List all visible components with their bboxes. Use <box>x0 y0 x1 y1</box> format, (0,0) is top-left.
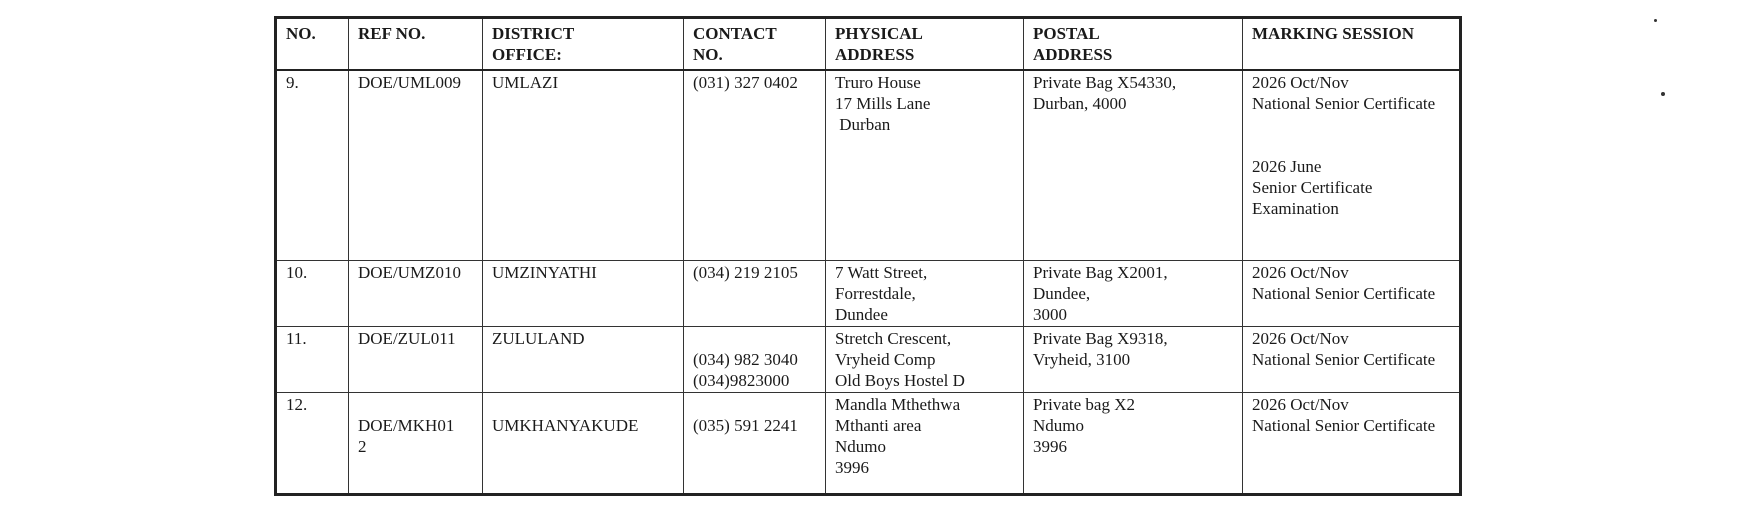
row-marking-session <box>1243 393 1461 495</box>
row-postal-address <box>1024 393 1243 495</box>
header-postal-line: ADDRESS <box>1033 45 1113 64</box>
header-contact-line: NO. <box>693 45 723 64</box>
row-physical-address <box>826 393 1024 495</box>
row-district: ZULULAND <box>483 327 684 393</box>
physical-line: Truro House <box>835 72 921 92</box>
physical-line: Mthanti area <box>835 416 922 435</box>
row-marking-session <box>1243 327 1461 393</box>
header-district-line: OFFICE: <box>492 45 562 64</box>
physical-line: Stretch Crescent, <box>835 329 952 348</box>
row-marking-session <box>1243 70 1461 261</box>
header-district-line: DISTRICT <box>492 24 575 43</box>
header-row <box>276 18 1461 70</box>
physical-line: 7 Watt Street, <box>835 263 928 282</box>
physical-line: Vryheid Comp <box>835 350 936 369</box>
row-marking-session <box>1243 261 1461 327</box>
row-postal-address <box>1024 261 1243 327</box>
session-line: 2026 Oct/Nov <box>1252 329 1349 348</box>
header-marking-session: MARKING SESSION <box>1243 18 1461 70</box>
row-no: 10. <box>276 261 349 327</box>
physical-line: 17 Mills Lane <box>835 93 931 113</box>
contact-line: (034) 982 3040 <box>693 350 798 369</box>
table-row <box>276 327 1461 393</box>
row-contact <box>684 70 826 261</box>
row-no: 12. <box>276 393 349 495</box>
row-ref-no <box>349 393 483 495</box>
postal-line: Private Bag X2001, <box>1033 263 1168 282</box>
session-line: 2026 Oct/Nov <box>1252 263 1349 282</box>
row-no: 11. <box>276 327 349 393</box>
scan-speck <box>1654 19 1657 22</box>
header-contact-no <box>684 18 826 70</box>
postal-line: Private Bag X54330, <box>1033 72 1177 92</box>
row-postal-address <box>1024 327 1243 393</box>
postal-line: Private Bag X9318, <box>1033 329 1168 348</box>
row-contact <box>684 261 826 327</box>
physical-line: Durban <box>835 114 891 134</box>
table-row <box>276 393 1461 495</box>
postal-line: 3000 <box>1033 305 1067 324</box>
row-physical-address <box>826 327 1024 393</box>
physical-line: Old Boys Hostel D <box>835 371 965 390</box>
physical-line: 3996 <box>835 458 869 477</box>
scan-speck <box>1661 92 1665 96</box>
ref-line: DOE/ZUL011 <box>358 329 456 348</box>
session-line: Senior Certificate <box>1252 177 1373 197</box>
session-line: National Senior Certificate <box>1252 350 1436 369</box>
postal-line: Private bag X2 <box>1033 395 1135 414</box>
header-physical-line: PHYSICAL <box>835 24 923 43</box>
physical-line: Ndumo <box>835 437 886 456</box>
session-line: National Senior Certificate <box>1252 416 1436 435</box>
session-line: National Senior Certificate <box>1252 284 1436 303</box>
header-no: NO. <box>276 18 349 70</box>
row-physical-address <box>826 70 1024 261</box>
postal-line: 3996 <box>1033 437 1067 456</box>
contact-line: (034)9823000 <box>693 371 790 390</box>
postal-line: Dundee, <box>1033 284 1091 303</box>
district-offices-table <box>274 16 1462 496</box>
postal-line: Durban, 4000 <box>1033 93 1127 113</box>
row-physical-address <box>826 261 1024 327</box>
session-line: National Senior Certificate <box>1252 93 1436 113</box>
row-ref-no <box>349 70 483 261</box>
physical-line: Mandla Mthethwa <box>835 395 961 414</box>
table-row <box>276 70 1461 261</box>
session-line: 2026 June <box>1252 156 1322 176</box>
header-ref-no: REF NO. <box>349 18 483 70</box>
ref-line: DOE/UMZ010 <box>358 263 461 282</box>
row-district: UMLAZI <box>483 70 684 261</box>
row-contact <box>684 393 826 495</box>
row-ref-no <box>349 261 483 327</box>
contact-line: (031) 327 0402 <box>693 72 798 92</box>
contact-line: (034) 219 2105 <box>693 263 798 282</box>
header-district-office <box>483 18 684 70</box>
header-contact-line: CONTACT <box>693 24 777 43</box>
postal-line: Ndumo <box>1033 416 1084 435</box>
postal-line: Vryheid, 3100 <box>1033 350 1131 369</box>
row-postal-address <box>1024 70 1243 261</box>
row-contact <box>684 327 826 393</box>
session-line: 2026 Oct/Nov <box>1252 72 1349 92</box>
ref-line: DOE/MKH01 <box>358 416 455 435</box>
session-line: 2026 Oct/Nov <box>1252 395 1349 414</box>
ref-line: DOE/UML009 <box>358 72 461 92</box>
row-district: UMKHANYAKUDE <box>483 393 684 495</box>
header-physical-line: ADDRESS <box>835 45 915 64</box>
header-physical-address <box>826 18 1024 70</box>
session-gap <box>1252 114 1450 156</box>
table-row <box>276 261 1461 327</box>
physical-line: Dundee <box>835 305 888 324</box>
header-postal-address <box>1024 18 1243 70</box>
contact-line: (035) 591 2241 <box>693 416 798 435</box>
row-no: 9. <box>276 70 349 261</box>
physical-line: Forrestdale, <box>835 284 916 303</box>
row-district: UMZINYATHI <box>483 261 684 327</box>
session-line: Examination <box>1252 198 1339 218</box>
row-ref-no <box>349 327 483 393</box>
header-postal-line: POSTAL <box>1033 24 1100 43</box>
ref-line: 2 <box>358 437 367 456</box>
